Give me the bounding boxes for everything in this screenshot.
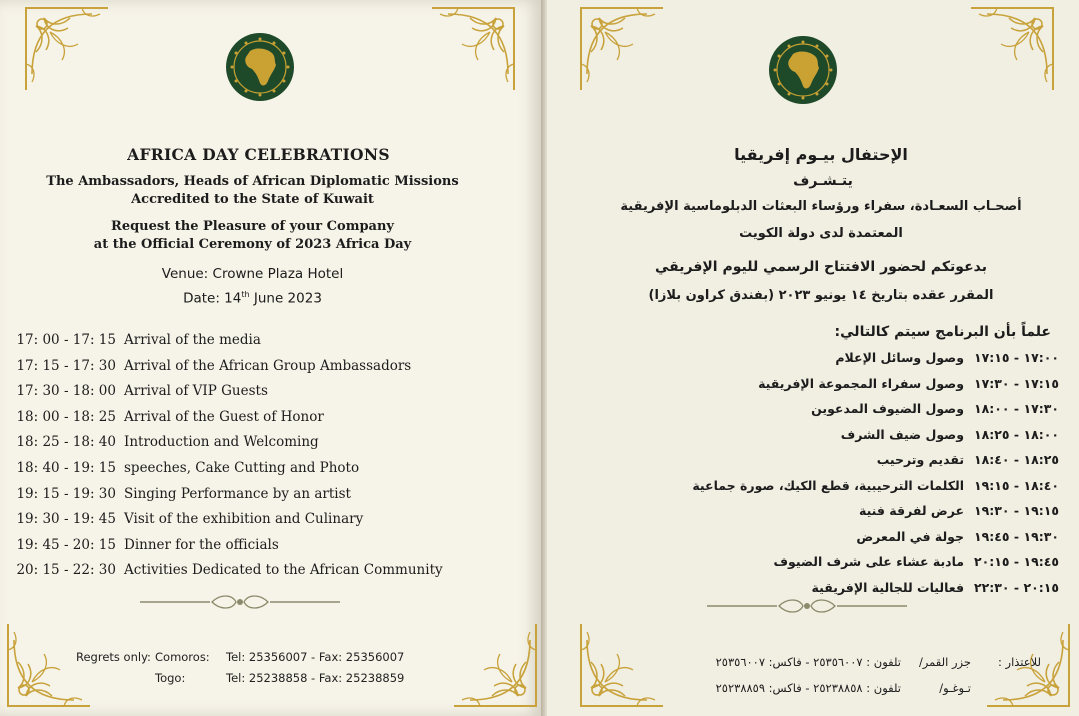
african-union-emblem-icon: [226, 33, 294, 101]
schedule-event: Arrival of the Guest of Honor: [124, 408, 324, 425]
arabic-regrets-contact: تلفون : ٢٥٣٥٦٠٠٧ - فاكس: ٢٥٣٥٦٠٠٧: [715, 655, 901, 669]
hosts-line-1: The Ambassadors, Heads of African Diplomatic Missions: [46, 174, 459, 189]
venue: Venue: Crowne Plaza Hotel: [161, 266, 344, 282]
arabic-schedule-row: [856, 529, 1059, 544]
schedule-event: Visit of the exhibition and Culinary: [124, 511, 364, 528]
arabic-schedule-row: [812, 580, 1059, 595]
arabic-schedule-note: علماً بأن البرنامج سيتم كالتالي:: [834, 324, 1051, 340]
arabic-schedule-event: مادبة عشاء على شرف الضيوف: [773, 554, 965, 569]
arabic-schedule-time: ٢٠:١٥ - ٢٢:٣٠: [974, 579, 1059, 595]
corner-ornament-icon: [4, 620, 94, 710]
arabic-schedule-event: وصول ضيف الشرف: [840, 426, 965, 442]
arabic-regrets-contact: تلفون : ٢٥٢٣٨٨٥٨ - فاكس: ٢٥٢٣٨٨٥٩: [715, 681, 901, 695]
arabic-schedule-event: وصول سفراء المجموعة الإفريقية: [758, 375, 965, 391]
flourish-divider-icon: [707, 598, 907, 614]
schedule-row: [0, 486, 351, 502]
date-month-year: June 2023: [249, 290, 322, 307]
arabic-schedule-row: [692, 478, 1059, 493]
arabic-schedule-row: [841, 427, 1059, 442]
corner-ornament-icon: [450, 620, 540, 710]
regrets-contact: Tel: 25238858 - Fax: 25238859: [226, 671, 405, 685]
arabic-schedule-row: [758, 376, 1059, 391]
arabic-schedule-event: تقديم وترحيب: [876, 452, 965, 467]
corner-ornament-icon: [577, 620, 667, 710]
arabic-schedule-time: ١٨:٤٠ - ١٩:١٥: [974, 477, 1059, 493]
arabic-schedule-time: ١٩:٤٥ - ٢٠:١٥: [974, 554, 1059, 569]
schedule-time: 18: 00 - 18: 25: [16, 408, 116, 425]
date-suffix-ordinal: th: [241, 290, 250, 299]
schedule-time: 19: 30 - 19: 45: [16, 511, 116, 528]
arabic-schedule-event: فعاليات للجالية الإفريقية: [811, 579, 965, 595]
schedule-time: 18: 25 - 18: 40: [16, 434, 116, 451]
schedule-row: [0, 332, 261, 348]
schedule-event: Arrival of the African Group Ambassadors: [124, 357, 412, 374]
regrets-contact: Tel: 25356007 - Fax: 25356007: [226, 650, 405, 664]
schedule-event: Introduction and Welcoming: [124, 434, 319, 451]
arabic-schedule-time: ١٧:١٥ - ١٧:٣٠: [974, 375, 1059, 391]
arabic-schedule-row: [811, 401, 1059, 416]
regrets-country: Comoros:: [155, 650, 210, 664]
corner-ornament-icon: [967, 4, 1057, 94]
arabic-schedule-event: جولة في المعرض: [856, 528, 965, 544]
corner-ornament-icon: [428, 4, 518, 94]
arabic-hosts-line-2: المعتمدة لدى دولة الكويت: [739, 226, 903, 241]
schedule-time: 17: 00 - 17: 15: [16, 332, 116, 348]
arabic-schedule-event: الكلمات الترحيبية، قطع الكيك، صورة جماعية: [692, 477, 965, 493]
schedule-row: [0, 511, 363, 527]
arabic-schedule-row: [859, 503, 1059, 518]
schedule-time: 17: 15 - 17: 30: [16, 357, 116, 374]
date-prefix: Date: 14: [183, 290, 242, 307]
event-date: [0, 290, 523, 307]
schedule-row: [0, 383, 268, 399]
schedule-event: Arrival of VIP Guests: [124, 383, 268, 400]
arabic-regrets-country: جزر القمر/: [918, 655, 971, 669]
schedule-row: [0, 358, 411, 374]
page-title: AFRICA DAY CELEBRATIONS: [127, 145, 390, 164]
schedule-time: 17: 30 - 18: 00: [16, 383, 116, 400]
request-line-2: at the Official Ceremony of 2023 Africa Day: [93, 237, 412, 252]
arabic-honour: يتـشـرف: [793, 173, 853, 189]
schedule-row: [0, 409, 324, 425]
arabic-schedule-time: ١٩:٣٠ - ١٩:٤٥: [974, 528, 1059, 544]
schedule-row: [0, 434, 319, 450]
schedule-row: [0, 562, 443, 578]
schedule-event: Activities Dedicated to the African Community: [124, 562, 443, 579]
african-union-emblem-icon: [769, 36, 837, 104]
arabic-schedule-row: [835, 350, 1059, 365]
arabic-schedule-time: ١٨:٠٠ - ١٨:٢٥: [974, 426, 1059, 442]
arabic-schedule-time: ١٩:١٥ - ١٩:٣٠: [974, 503, 1059, 518]
schedule-time: 19: 15 - 19: 30: [16, 485, 116, 502]
arabic-title: الإحتفال بيـوم إفريقيا: [734, 145, 908, 164]
schedule-event: Arrival of the media: [124, 332, 261, 348]
corner-ornament-icon: [22, 4, 112, 94]
regrets-label: Regrets only:: [76, 650, 151, 664]
schedule-event: speeches, Cake Cutting and Photo: [124, 460, 360, 476]
arabic-schedule-event: وصول الضيوف المدعوين: [811, 401, 965, 416]
arabic-date-venue: المقرر عقده بتاريخ ١٤ يونيو ٢٠٢٣ (بفندق كراون بلازا): [648, 288, 994, 303]
arabic-schedule-row: [774, 554, 1059, 569]
arabic-schedule-time: ١٧:٣٠ - ١٨:٠٠: [974, 401, 1059, 416]
schedule-time: 19: 45 - 20: 15: [16, 536, 116, 553]
schedule-row: [0, 460, 359, 476]
corner-ornament-icon: [577, 4, 667, 94]
schedule-row: [0, 537, 279, 553]
arabic-invite: بدعوتكم لحضور الافتتاح الرسمي لليوم الإفريقي: [655, 259, 987, 275]
arabic-hosts-line-1: أصحـاب السعـادة، سفراء ورؤساء البعثات الدبلوماسية الإفريقية: [620, 199, 1022, 214]
schedule-time: 20: 15 - 22: 30: [16, 562, 116, 579]
arabic-schedule-event: وصول وسائل الإعلام: [835, 350, 965, 365]
flourish-divider-icon: [140, 594, 340, 610]
hosts-line-2: Accredited to the State of Kuwait: [131, 192, 374, 207]
request-line-1: Request the Pleasure of your Company: [111, 219, 394, 234]
arabic-schedule-time: ١٧:٠٠ - ١٧:١٥: [974, 350, 1059, 365]
arabic-regrets-label: للاعتذار :: [997, 655, 1041, 669]
schedule-event: Singing Performance by an artist: [124, 485, 351, 502]
arabic-schedule-time: ١٨:٢٥ - ١٨:٤٠: [974, 452, 1059, 467]
schedule-time: 18: 40 - 19: 15: [16, 460, 116, 476]
arabic-schedule-event: عرض لفرقة فنية: [858, 503, 965, 518]
regrets-country: Togo:: [155, 671, 186, 685]
arabic-invitation-page: [547, 0, 1079, 716]
arabic-regrets-country: تـوغـو/: [939, 681, 971, 695]
arabic-schedule-row: [877, 452, 1059, 467]
schedule-event: Dinner for the officials: [124, 536, 279, 553]
